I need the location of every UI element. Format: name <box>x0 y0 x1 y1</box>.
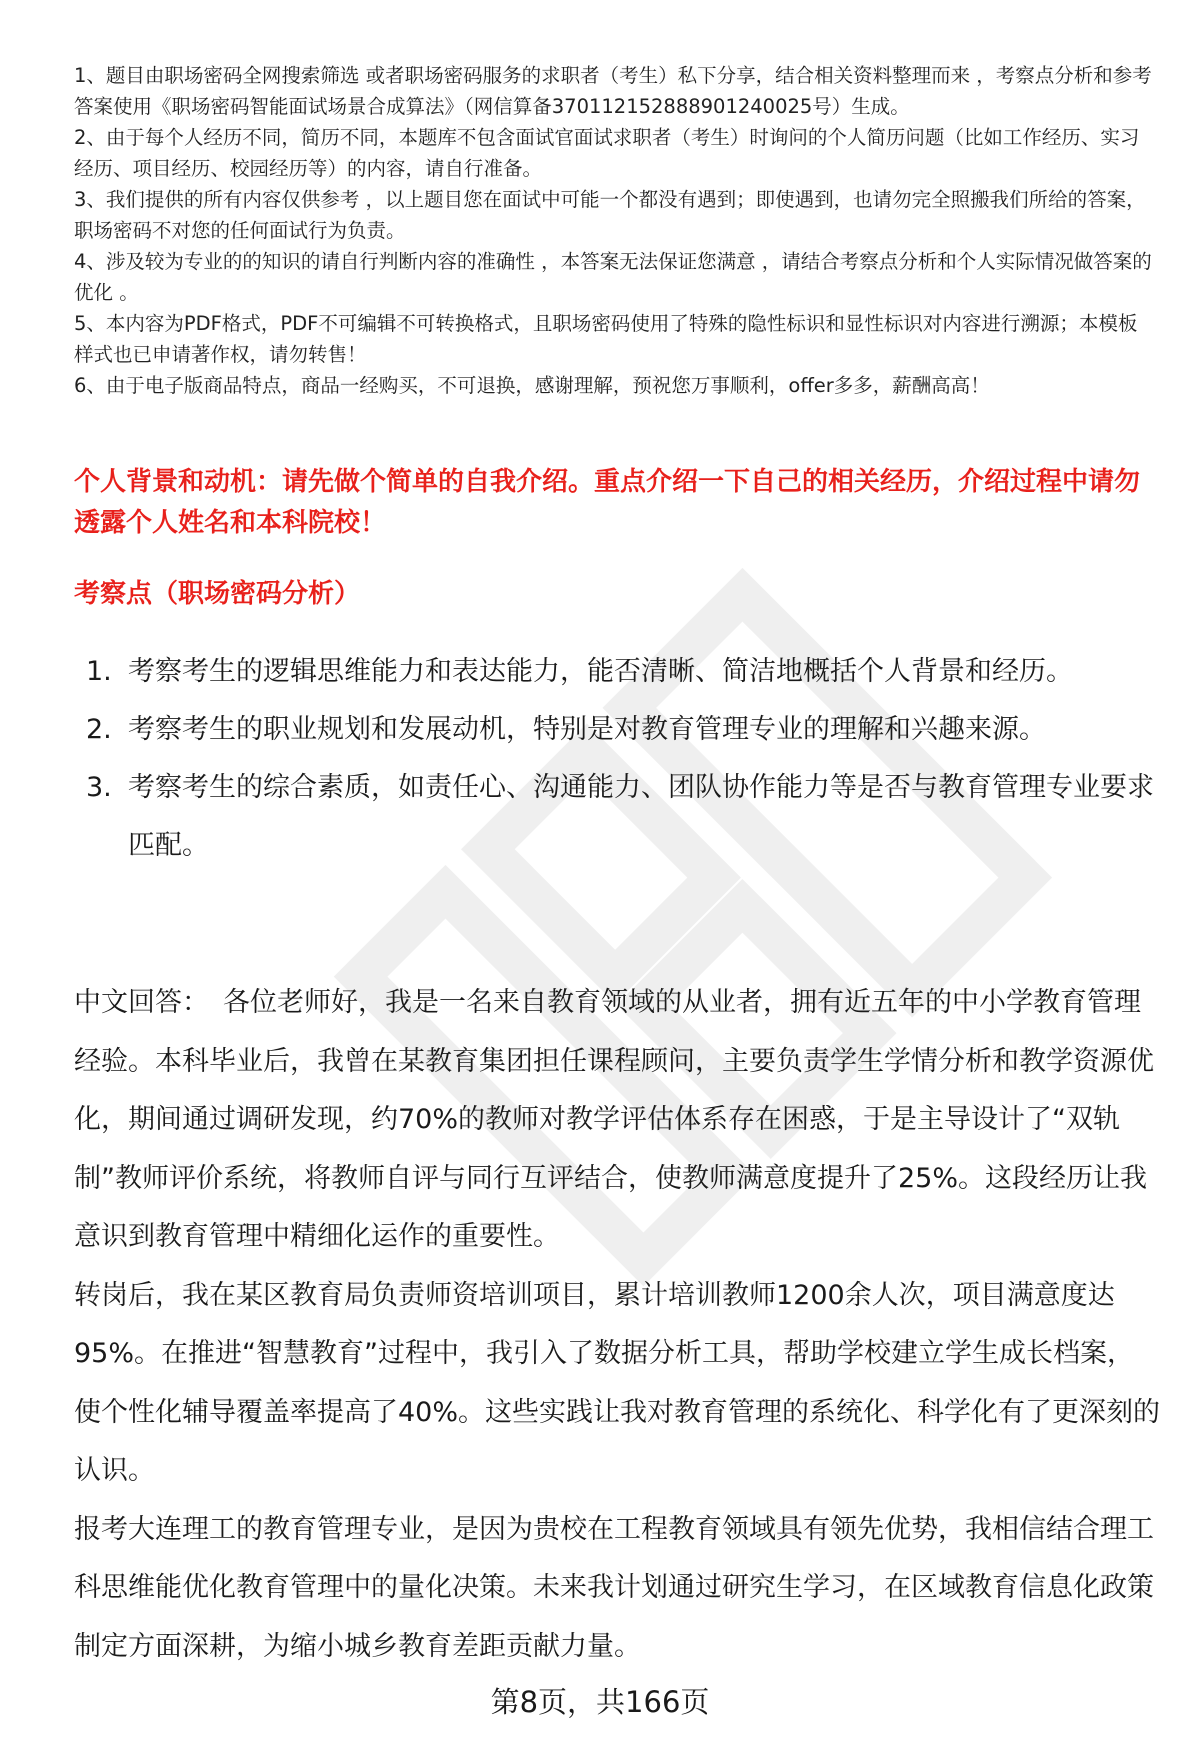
answer-paragraph: 报考大连理工的教育管理专业，是因为贵校在工程教育领域具有领先优势，我相信结合理工科思维能优化教育管理中的量化决策。未来我计划通过研究生学习，在区域教育信息化政策制定方面深耕，为缩小城乡教育差距贡献力量。 <box>74 1513 1154 1662</box>
notice-item-1: 1、题目由职场密码全网搜索筛选 或者职场密码服务的求职者（考生）私下分享，结合相关资料整理而来 ，考察点分析和参考答案使用《职场密码智能面试场景合成算法》（网信算备370112152888901240025号）生成。 <box>74 64 1152 118</box>
notice-item-2: 2、由于每个人经历不同，简历不同，本题库不包含面试官面试求职者（考生）时询问的个人简历问题（比如工作经历、实习经历、项目经历、校园经历等）的内容，请自行准备。 <box>74 126 1140 180</box>
notice-item-5: 5、本内容为PDF格式，PDF不可编辑不可转换格式，且职场密码使用了特殊的隐性标识和显性标识对内容进行溯源；本模板样式也已申请著作权，请勿转售！ <box>74 312 1138 366</box>
analysis-title: 考察点（职场密码分析） <box>74 579 361 609</box>
analysis-points-list <box>74 643 1154 875</box>
analysis-point <box>74 759 1154 875</box>
point-number: 3. <box>86 772 112 803</box>
question-heading: 个人背景和动机：请先做个简单的自我介绍。重点介绍一下自己的相关经历，介绍过程中请勿透露个人姓名和本科院校！ <box>74 467 1141 538</box>
answer-block <box>74 974 1160 1676</box>
answer-paragraph <box>74 974 1160 1267</box>
notice-item-4: 4、涉及较为专业的的知识的请自行判断内容的准确性 ，本答案无法保证您满意 ，请结合考察点分析和个人实际情况做答案的优化 。 <box>74 250 1152 304</box>
analysis-point <box>74 701 1154 759</box>
notice-item-3: 3、我们提供的所有内容仅供参考 ，以上题目您在面试中可能一个都没有遇到；即使遇到，也请勿完全照搬我们所给的答案，职场密码不对您的任何面试行为负责。 <box>74 188 1146 242</box>
point-text: 考察考生的逻辑思维能力和表达能力，能否清晰、简洁地概括个人背景和经历。 <box>128 656 1073 687</box>
answer-label: 中文回答： <box>74 987 209 1018</box>
analysis-point <box>74 643 1154 701</box>
answer-paragraph: 转岗后，我在某区教育局负责师资培训项目，累计培训教师1200余人次，项目满意度达95%。在推进“智慧教育”过程中，我引入了数据分析工具，帮助学校建立学生成长档案，使个性化辅导覆盖率提高了40%。这些实践让我对教育管理的系统化、科学化有了更深刻的认识。 <box>74 1279 1161 1486</box>
notice-block <box>74 60 1154 401</box>
page-number: 第8页，共166页 <box>490 1685 710 1719</box>
point-text: 考察考生的职业规划和发展动机，特别是对教育管理专业的理解和兴趣来源。 <box>128 714 1046 745</box>
notice-item-6: 6、由于电子版商品特点，商品一经购买，不可退换，感谢理解，预祝您万事顺利，offer多多，薪酬高高！ <box>74 374 990 397</box>
point-number: 1. <box>86 656 112 687</box>
point-text: 考察考生的综合素质，如责任心、沟通能力、团队协作能力等是否与教育管理专业要求匹配。 <box>128 772 1154 861</box>
answer-paragraph-text: 各位老师好，我是一名来自教育领域的从业者，拥有近五年的中小学教育管理经验。本科毕业后，我曾在某教育集团担任课程顾问，主要负责学生学情分析和教学资源优化，期间通过调研发现，约70%的教师对教学评估体系存在困惑，于是主导设计了“双轨制”教师评价系统，将教师自评与同行互评结合，使教师满意度提升了25%。这段经历让我意识到教育管理中精细化运作的重要性。 <box>74 987 1154 1252</box>
point-number: 2. <box>86 714 112 745</box>
